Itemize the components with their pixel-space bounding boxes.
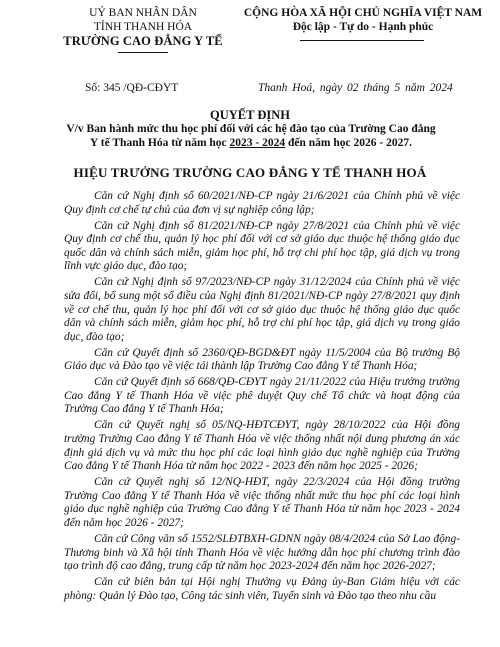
subtitle-part-1: V/v Ban hành mức thu học phí đối với các hệ đào tạo của Trường Cao đẳng Y tế Thanh Hóa từ năm học bbox=[66, 123, 436, 149]
national-motto: Độc lập - Tự do - Hạnh phúc bbox=[292, 21, 434, 33]
signing-authority-heading: HIỆU TRƯỞNG TRƯỜNG CAO ĐẲNG Y TẾ THANH HOÁ bbox=[73, 165, 427, 180]
legal-basis-paragraph: Căn cứ Quyết nghị số 05/NQ-HĐTCĐYT, ngày 28/10/2022 của Hội đồng trường Trường Cao đẳng Y tế Thanh Hóa về việc thống nhất nội dung phương án xác định giá dịch vụ và mức thu học phí các loại hình giáo dục nghề nghiệp của Trường Cao đẳng Y tế Thanh Hóa từ năm học 2022 - 2023 đến năm học 2025 - 2026; bbox=[64, 419, 460, 473]
legal-basis-paragraph: Căn cứ Nghị định số 60/2021/NĐ-CP ngày 21/6/2021 của Chính phủ về việc Quy định cơ chế tự chủ của đơn vị sự nghiệp công lập; bbox=[64, 190, 460, 216]
document-number: Số: 345 /QĐ-CĐYT bbox=[85, 82, 179, 94]
header-right-divider bbox=[300, 40, 424, 41]
subtitle-school-year: 2023 - 2024 bbox=[229, 137, 286, 149]
document-date: Thanh Hoá, ngày 02 tháng 5 năm 2024 bbox=[258, 82, 453, 94]
header-left-divider bbox=[118, 52, 168, 53]
document-subtitle bbox=[66, 122, 436, 150]
legal-basis-paragraph: Căn cứ Quyết nghị số 12/NQ-HĐT, ngày 22/3/2024 của Hội đồng trường Trường Cao đẳng Y tế Thanh Hóa về việc thống nhất mức thu học phí các loại hình giáo dục nghề nghiệp của Trường Cao đẳng Y tế Thanh Hóa từ năm học 2023 - 2024 đến năm học 2026 - 2027; bbox=[64, 476, 460, 529]
legal-basis-paragraph: Căn cứ Công văn số 1552/SLĐTBXH-GDNN ngày 08/4/2024 của Sở Lao động-Thương binh và Xã hội tỉnh Thanh Hóa về việc hướng dẫn học phí chương trình đào tạo trình độ cao đẳng, trung cấp từ năm học 2023-2024 đến năm học 2026-2027; bbox=[64, 532, 460, 573]
legal-basis-paragraph: Căn cứ Nghị định số 81/2021/NĐ-CP ngày 27/8/2021 của Chính phủ về việc Quy định cơ chế thu, quản lý học phí đối với cơ sở giáo dục thuộc hệ thống giáo dục quốc dân và chính sách miễn, giảm học phí, hỗ trợ chi phí học tập, giá dịch vụ trong lĩnh vực giáo dục, đào tạo; bbox=[64, 219, 460, 273]
legal-basis-paragraph: Căn cứ Quyết định số 668/QĐ-CĐYT ngày 21/11/2022 của Hiệu trưởng trường Cao đẳng Y tế Thanh Hóa về việc phê duyệt Quy chế Tổ chức và hoạt động của Trường Cao đẳng Y tế Thanh Hóa; bbox=[64, 376, 460, 416]
subtitle-part-2: đến năm học 2026 - 2027. bbox=[285, 137, 412, 149]
legal-basis-paragraph: Căn cứ Quyết định số 2360/QĐ-BGD&ĐT ngày 11/5/2004 của Bộ trưởng Bộ Giáo dục và Đào tạo về việc tái thành lập Trường Cao đẳng Y tế Thanh Hóa; bbox=[64, 346, 460, 373]
legal-basis-paragraph: Căn cứ Nghị định số 97/2023/NĐ-CP ngày 31/12/2024 của Chính phủ về việc sửa đổi, bổ sung một số điều của Nghị định 81/2021/NĐ-CP ngày 27/8/2021 quy định về cơ chế thu, quản lý học phí đối với cơ sở giáo dục thuộc hệ thống giáo dục quốc dân và chính sách miễn, giảm học phí, hỗ trợ chi phí học tập, giá dịch vụ trong giáo dục, đào tạo; bbox=[64, 276, 460, 343]
document-title: QUYẾT ĐỊNH bbox=[210, 108, 290, 122]
committee-name: UỶ BAN NHÂN DÂN bbox=[89, 7, 197, 19]
national-header-block bbox=[238, 6, 488, 34]
document-body bbox=[64, 190, 460, 606]
legal-basis-paragraph: Căn cứ biên bản tại Hội nghị Thường vụ Đảng ủy-Ban Giám hiệu với các phòng: Quản lý Đào tạo, Công tác sinh viên, Tuyển sinh và Đào tạo theo nhu cầu bbox=[64, 576, 460, 602]
nation-name: CỘNG HÒA XÃ HỘI CHỦ NGHĨA VIỆT NAM bbox=[243, 7, 483, 19]
province-name: TỈNH THANH HÓA bbox=[93, 21, 193, 33]
issuing-authority-block bbox=[48, 6, 238, 48]
school-name: TRƯỜNG CAO ĐẲNG Y TẾ bbox=[63, 34, 223, 48]
